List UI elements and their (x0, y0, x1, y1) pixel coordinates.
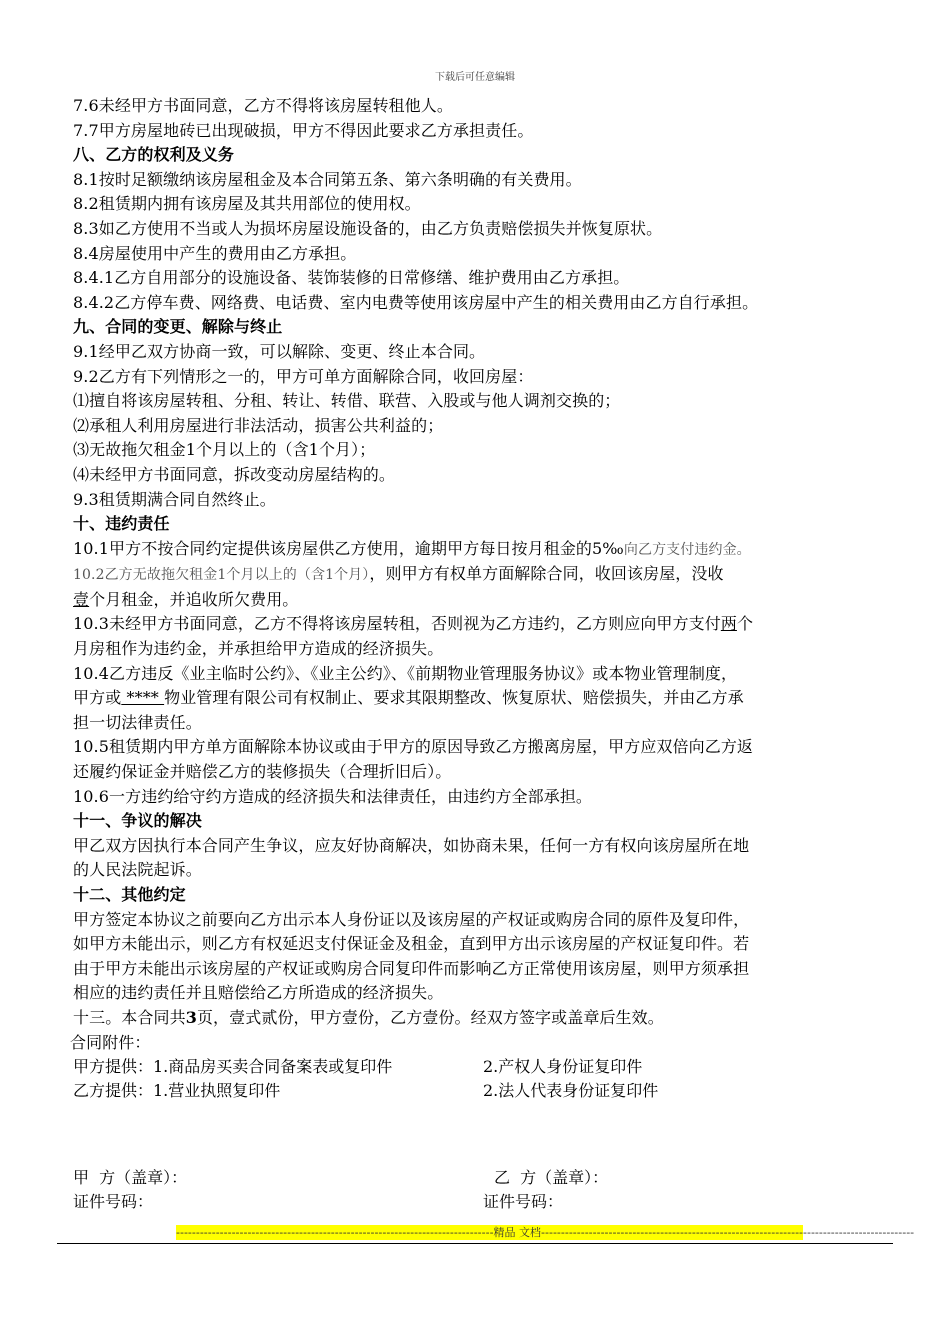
clause-line: 8.3如乙方使用不当或人为损坏房屋设施设备的，由乙方负责赔偿损失并恢复原状。 (73, 218, 663, 238)
document-body (70, 94, 891, 1103)
attachments-party-b (73, 1079, 891, 1103)
section-13-pre: 十三。本合同共 (73, 1007, 186, 1027)
clause-10-2 (73, 562, 891, 588)
clause-10-4-line2 (73, 686, 891, 711)
footer-divider (57, 1243, 893, 1244)
clause-10-4-company-blank: **** (121, 688, 165, 708)
section-heading: 十、违约责任 (73, 514, 170, 534)
signature-stamp-row (73, 1166, 891, 1190)
clause-line: 9.1经甲乙双方协商一致，可以解除、变更、终止本合同。 (73, 341, 486, 361)
clause-line: 9.2乙方有下列情形之一的，甲方可单方面解除合同，收回房屋： (73, 366, 534, 386)
clause-10-3-line2: 月房租作为违约金，并承担给甲方造成的经济损失。 (73, 639, 444, 659)
clause-10-4-line3: 担一切法律责任。 (73, 712, 202, 732)
section-12-line4: 相应的违约责任并且赔偿给乙方所造成的经济损失。 (73, 983, 444, 1003)
clause-line: 8.4.2乙方停车费、网络费、电话费、室内电费等使用该房屋中产生的相关费用由乙方自行承担。 (73, 292, 759, 312)
clause-line: 8.4房屋使用中产生的费用由乙方承担。 (73, 243, 357, 263)
party-b-id-label: 证件号码： (483, 1192, 564, 1211)
clause-line: 9.3租赁期满合同自然终止。 (73, 489, 276, 509)
clause-line: 8.2租赁期内拥有该房屋及其共用部位的使用权。 (73, 194, 421, 214)
clause-list (73, 94, 891, 537)
section-12-line1: 甲方签定本协议之前要向乙方出示本人身份证以及该房屋的产权证或购房合同的原件及复印件， (73, 909, 750, 929)
clause-10-4-pre: 甲方或 (73, 688, 122, 708)
clause-10-2-line2-text: 个月租金，并追收所欠费用。 (89, 589, 299, 609)
clause-10-4-post: 物业管理有限公司有权制止、要求其限期整改、恢复原状、赔偿损失，并由乙方承 (164, 688, 744, 708)
clause-10-6: 10.6一方违约给守约方造成的经济损失和法律责任，由违约方全部承担。 (73, 786, 593, 806)
signature-block (73, 1166, 891, 1214)
attachment-b-item1: 乙方提供：1.营业执照复印件 (73, 1081, 281, 1101)
clause-line: 8.4.1乙方自用部分的设施设备、装饰装修的日常修缮、维护费用由乙方承担。 (73, 268, 630, 288)
clause-line: ⑶无故拖欠租金1个月以上的（含1个月）； (73, 440, 376, 460)
section-heading: 八、乙方的权利及义务 (73, 145, 235, 165)
clause-line: ⑷未经甲方书面同意，拆改变动房屋结构的。 (73, 464, 396, 484)
clause-line: 7.6未经甲方书面同意，乙方不得将该房屋转租他人。 (73, 96, 453, 115)
clause-10-2-rest: ，则甲方有权单方面解除合同，收回该房屋，没收 (369, 564, 724, 584)
section-13 (73, 1006, 891, 1031)
section-12-heading: 十二、其他约定 (73, 885, 186, 904)
clause-10-3 (73, 612, 891, 637)
attachment-b-item2: 2.法人代表身份证复印件 (483, 1081, 659, 1101)
clause-line: ⑵承租人利用房屋进行非法活动，损害公共利益的； (73, 415, 444, 435)
party-a-stamp-label: 甲 方（盖章）： (73, 1168, 188, 1187)
clause-line: 7.7甲方房屋地砖已出现破损，甲方不得因此要求乙方承担责任。 (73, 120, 534, 140)
section-11-line1: 甲乙双方因执行本合同产生争议，应友好协商解决，如协商未果，任何一方有权向该房屋所在地 (73, 835, 750, 855)
section-13-post: 页，壹式贰份，甲方壹份，乙方壹份。经双方签字或盖章后生效。 (196, 1007, 664, 1027)
attachment-a-item2: 2.产权人身份证复印件 (483, 1057, 643, 1077)
clause-10-1-main: 10.1甲方不按合同约定提供该房屋供乙方使用，逾期甲方每日按月租金的5‰ (73, 538, 624, 558)
section-12-line3: 由于甲方未能出示该房屋的产权证或购房合同复印件而影响乙方正常使用该房屋，则甲方须承担 (73, 958, 750, 978)
clause-10-5: 10.5租赁期内甲方单方面解除本协议或由于甲方的原因导致乙方搬离房屋，甲方应双倍向乙方返 (73, 737, 754, 757)
clause-10-1 (73, 537, 891, 563)
attachments-party-a (73, 1055, 891, 1079)
party-a-id-label: 证件号码： (73, 1192, 154, 1211)
footer-banner: --------------------------------------------------------------------------------精品 文档---------------------------------------------------------------------------------------------- (176, 1226, 915, 1239)
clause-10-2-underlined: 壹 (73, 589, 90, 609)
section-11-line2: 的人民法院起诉。 (73, 860, 202, 880)
section-11-heading: 十一、争议的解决 (73, 811, 202, 831)
clause-10-2-lead: 10.2乙方无故拖欠租金1个月以上的（含1个月） (73, 567, 370, 584)
clause-line: 8.1按时足额缴纳该房屋租金及本合同第五条、第六条明确的有关费用。 (73, 169, 582, 189)
signature-id-row (73, 1190, 891, 1214)
page-count: 3 (185, 1007, 197, 1027)
party-b-stamp-label: 乙 方（盖章）： (494, 1168, 609, 1187)
attachment-a-item1: 甲方提供：1.商品房买卖合同备案表或复印件 (73, 1057, 393, 1077)
clause-10-5-line2: 还履约保证金并赔偿乙方的装修损失（合理折旧后）。 (73, 762, 452, 782)
section-heading: 九、合同的变更、解除与终止 (73, 317, 283, 337)
clause-10-3-text: 10.3未经甲方书面同意，乙方不得将该房屋转租，否则视为乙方违约，乙方则应向甲方支付 (73, 614, 721, 634)
clause-10-4: 10.4乙方违反《业主临时公约》、《业主公约》、《前期物业管理服务协议》或本物业管理制度， (73, 663, 738, 683)
clause-line: ⑴擅自将该房屋转租、分租、转让、转借、联营、入股或与他人调剂交换的； (73, 391, 621, 411)
page-header: 下载后可任意编辑 (435, 72, 515, 83)
clause-10-2-line2 (73, 588, 891, 613)
section-12-line2: 如甲方未能出示，则乙方有权延迟支付保证金及租金，直到甲方出示该房屋的产权证复印件。若 (73, 934, 750, 954)
attachments-title: 合同附件： (70, 1032, 151, 1052)
clause-10-3-unit: 个 (736, 614, 754, 634)
clause-10-3-underlined: 两 (720, 614, 737, 634)
clause-10-1-tail: 向乙方支付违约金。 (623, 541, 751, 558)
